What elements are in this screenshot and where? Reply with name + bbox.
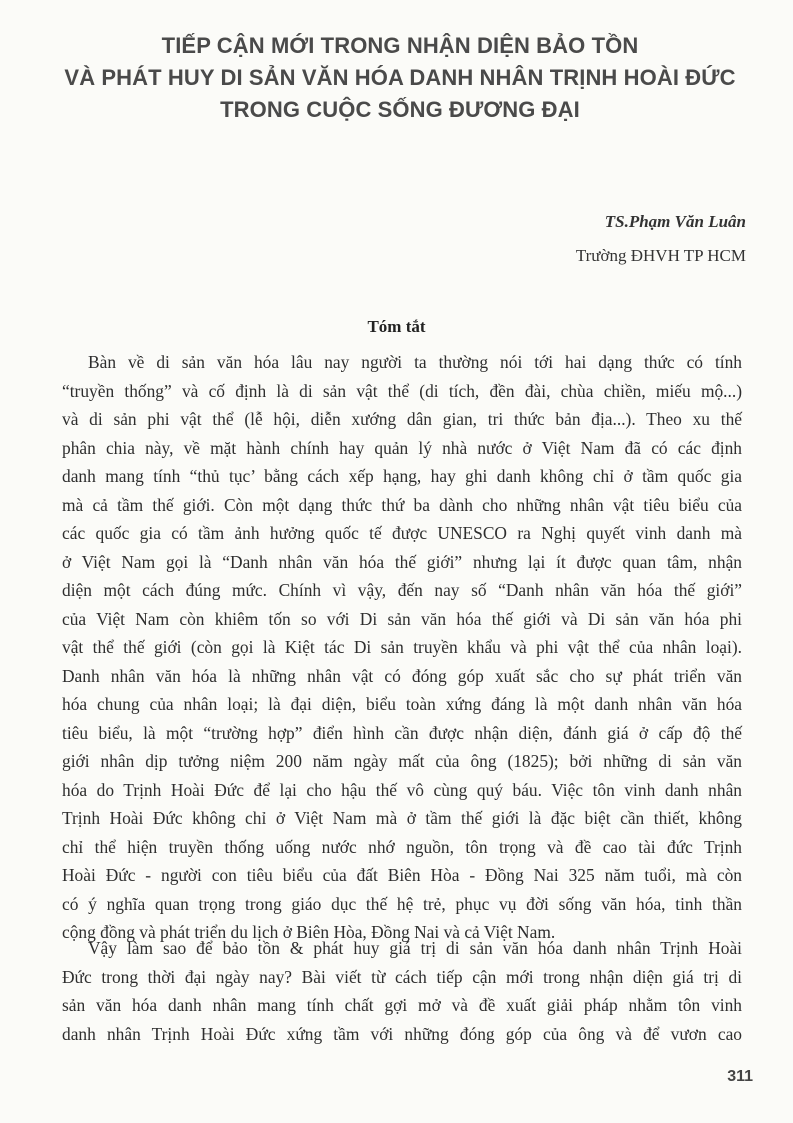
text-line: danh nhân Trịnh Hoài Đức xứng tầm với những đóng góp của ông và để vươn cao [62,1023,742,1044]
text-line: của Việt Nam còn khiêm tốn so với Di sản văn hóa thế giới và Di sản văn hóa phi [62,608,742,629]
text-line: Bàn về di sản văn hóa lâu nay người ta thường nói tới hai dạng thức có tính [88,352,742,372]
abstract-paragraph-2 [62,934,742,1048]
text-line: và di sản phi vật thể (lễ hội, diễn xướng dân gian, tri thức bản địa...). Theo xu thế [62,409,742,429]
text-line: giới nhân dịp tưởng niệm 200 năm ngày mất của ông (1825); bởi những di sản văn [62,751,742,771]
author-name: TS.Phạm Văn Luân [604,212,746,231]
text-line: có ý nghĩa quan trọng trong giáo dục thế hệ trẻ, phục vụ đời sống văn hóa, tinh thần [62,893,742,914]
author-affiliation: Trường ĐHVH TP HCM [575,246,746,265]
text-line: sản văn hóa danh nhân mang tính chất gợi mở và đề xuất giải pháp nhằm tôn vinh [62,995,742,1015]
title-line-1: TIẾP CẬN MỚI TRONG NHẬN DIỆN BẢO TỒN [161,33,639,58]
abstract-heading: Tóm tắt [367,317,426,336]
text-line: mà cả tầm thế giới. Còn một dạng thức thứ ba dành cho những nhân vật tiêu biểu của [62,494,742,515]
text-line: hóa chung của nhân loại; là đại diện, biểu toàn xứng đáng là một danh nhân văn hóa [62,694,742,714]
text-line: phân chia này, về mặt hành chính hay quản lý nhà nước ở Việt Nam đã có các định [62,437,742,458]
text-line: Đức trong thời đại ngày nay? Bài viết từ cách tiếp cận mới trong nhận diện giá trị di [62,966,742,987]
text-line: chỉ thể hiện truyền thống uống nước nhớ nguồn, tôn trọng và đề cao tài đức Trịnh [62,836,742,857]
text-line: Danh nhân văn hóa là những nhân vật có đóng góp xuất sắc cho sự phát triển văn [62,665,742,686]
text-line: Trịnh Hoài Đức không chỉ ở Việt Nam mà ở tầm thế giới là đặc biệt cần thiết, không [62,808,742,828]
text-line: Hoài Đức - người con tiêu biểu của đất Biên Hòa - Đồng Nai 325 năm tuổi, mà còn [62,865,742,885]
text-line: tiêu biểu, là một “trường hợp” điển hình cần được nhận diện, đánh giá ở cấp độ thế [62,722,742,743]
text-line: “truyền thống” và cố định là di sản vật thể (di tích, đền đài, chùa chiền, miếu mộ...) [62,380,742,401]
text-line: các quốc gia có tầm ảnh hưởng quốc tế được UNESCO ra Nghị quyết vinh danh mà [62,523,742,543]
article-title [40,30,760,126]
text-line: cộng đồng và phát triển du lịch ở Biên Hòa, Đồng Nai và cả Việt Nam. [62,922,556,942]
text-line: hóa do Trịnh Hoài Đức để lại cho hậu thế vô cùng quý báu. Việc tôn vinh danh nhân [62,779,742,800]
title-line-3: TRONG CUỘC SỐNG ĐƯƠNG ĐẠI [220,97,580,122]
title-line-2: VÀ PHÁT HUY DI SẢN VĂN HÓA DANH NHÂN TRỊNH HOÀI ĐỨC [64,65,736,90]
text-line: vật thể thế giới (còn gọi là Kiệt tác Di sản truyền khẩu và phi vật thể của nhân loại). [62,637,742,657]
page-number: 311 [727,1068,753,1085]
text-line: danh mang tính “thủ tục’ bằng cách xếp hạng, hay ghi danh không chỉ ở tầm quốc gia [62,466,742,486]
text-line: ở Việt Nam gọi là “Danh nhân văn hóa thế giới” nhưng lại ít được quan tâm, nhận [62,551,742,572]
text-line: Vậy làm sao để bảo tồn & phát huy giá trị di sản văn hóa danh nhân Trịnh Hoài [88,938,742,958]
text-line: diện một cách đúng mức. Chính vì vậy, đến nay số “Danh nhân văn hóa thế giới” [62,580,742,600]
abstract-paragraph-1 [62,348,742,947]
